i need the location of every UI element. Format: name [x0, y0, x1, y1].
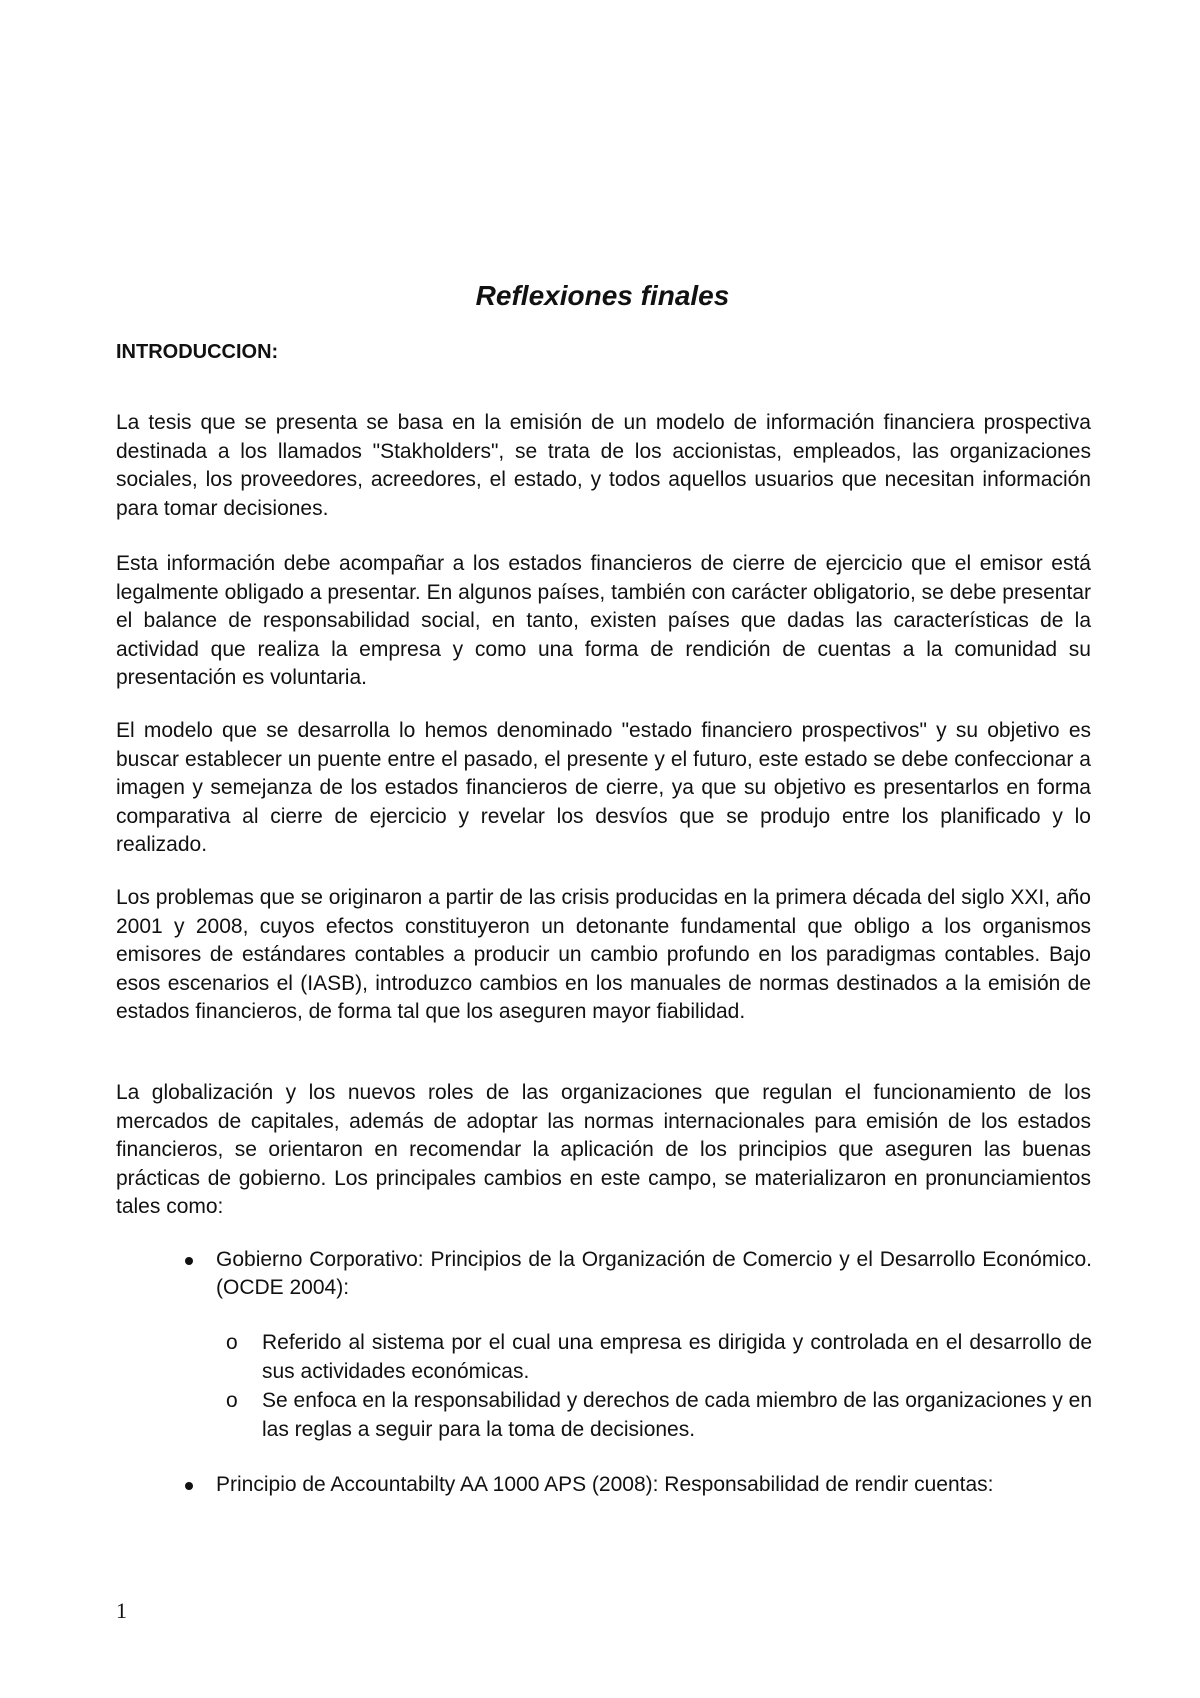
- sub-text: Referido al sistema por el cual una empresa es dirigida y controlada en el desarrollo de sus actividades económicas.: [262, 1331, 1092, 1383]
- bullet-icon: [185, 1257, 193, 1265]
- sub-text: Se enfoca en la responsabilidad y derechos de cada miembro de las organizaciones y en las reglas a seguir para la toma de decisiones.: [262, 1389, 1093, 1441]
- bullet-text: Gobierno Corporativo: Principios de la Organización de Comercio y el Desarrollo Económico. (OCDE 2004):: [216, 1248, 1092, 1299]
- bullet-text: Principio de Accountabilty AA 1000 APS (2008): Responsabilidad de rendir cuentas:: [216, 1473, 994, 1496]
- bullet-icon: [185, 1482, 193, 1490]
- sub-marker: o: [226, 1389, 238, 1412]
- paragraph: La tesis que se presenta se basa en la emisión de un modelo de información financiera prospectiva destinada a los llamados "Stakholders", se trata de los accionistas, empleados, las organizaciones sociales, los proveedores, acreedores, el estado, y todos aquellos usuarios que necesitan información para tomar decisiones.: [116, 411, 1091, 520]
- paragraph: Los problemas que se originaron a partir de las crisis producidas en la primera década del siglo XXI, año 2001 y 2008, cuyos efectos constituyeron un detonante fundamental que obligo a los organismos emisores de estándares contables a producir un cambio profundo en los paradigmas contables. Bajo esos escenarios el (IASB), introduzco cambios en los manuales de normas destinados a la emisión de estados financieros, de forma tal que los aseguren mayor fiabilidad.: [116, 886, 1091, 1023]
- document-title: Reflexiones finales: [475, 280, 730, 311]
- sub-item: [226, 1328, 1092, 1386]
- bullet-item: [216, 1246, 1092, 1302]
- page-number: 1: [116, 1598, 127, 1623]
- paragraph: El modelo que se desarrolla lo hemos denominado "estado financiero prospectivos" y su objetivo es buscar establecer un puente entre el pasado, el presente y el futuro, este estado se debe confeccionar a imagen y semejanza de los estados financieros de cierre, ya que su objetivo es presentarlos en forma comparativa al cierre de ejercicio y revelar los desvíos que se produjo entre los planificado y lo realizado.: [116, 719, 1091, 856]
- paragraph: Esta información debe acompañar a los estados financieros de cierre de ejercicio que el emisor está legalmente obligado a presentar. En algunos países, también con carácter obligatorio, se debe presentar el balance de responsabilidad social, en tanto, existen países que dadas las características de la actividad que realiza la empresa y como una forma de rendición de cuentas a la comunidad su presentación es voluntaria.: [116, 552, 1091, 689]
- sub-marker: o: [226, 1331, 238, 1354]
- sub-item: [226, 1386, 1093, 1444]
- bullet-item: [216, 1471, 1092, 1499]
- section-heading: INTRODUCCION:: [116, 341, 279, 363]
- paragraph: La globalización y los nuevos roles de las organizaciones que regulan el funcionamiento de los mercados de capitales, además de adoptar las normas internacionales para emisión de los estados financieros, se orientaron en recomendar la aplicación de los principios que aseguren las buenas prácticas de gobierno. Los principales cambios en este campo, se materializaron en pronunciamientos tales como:: [116, 1081, 1091, 1218]
